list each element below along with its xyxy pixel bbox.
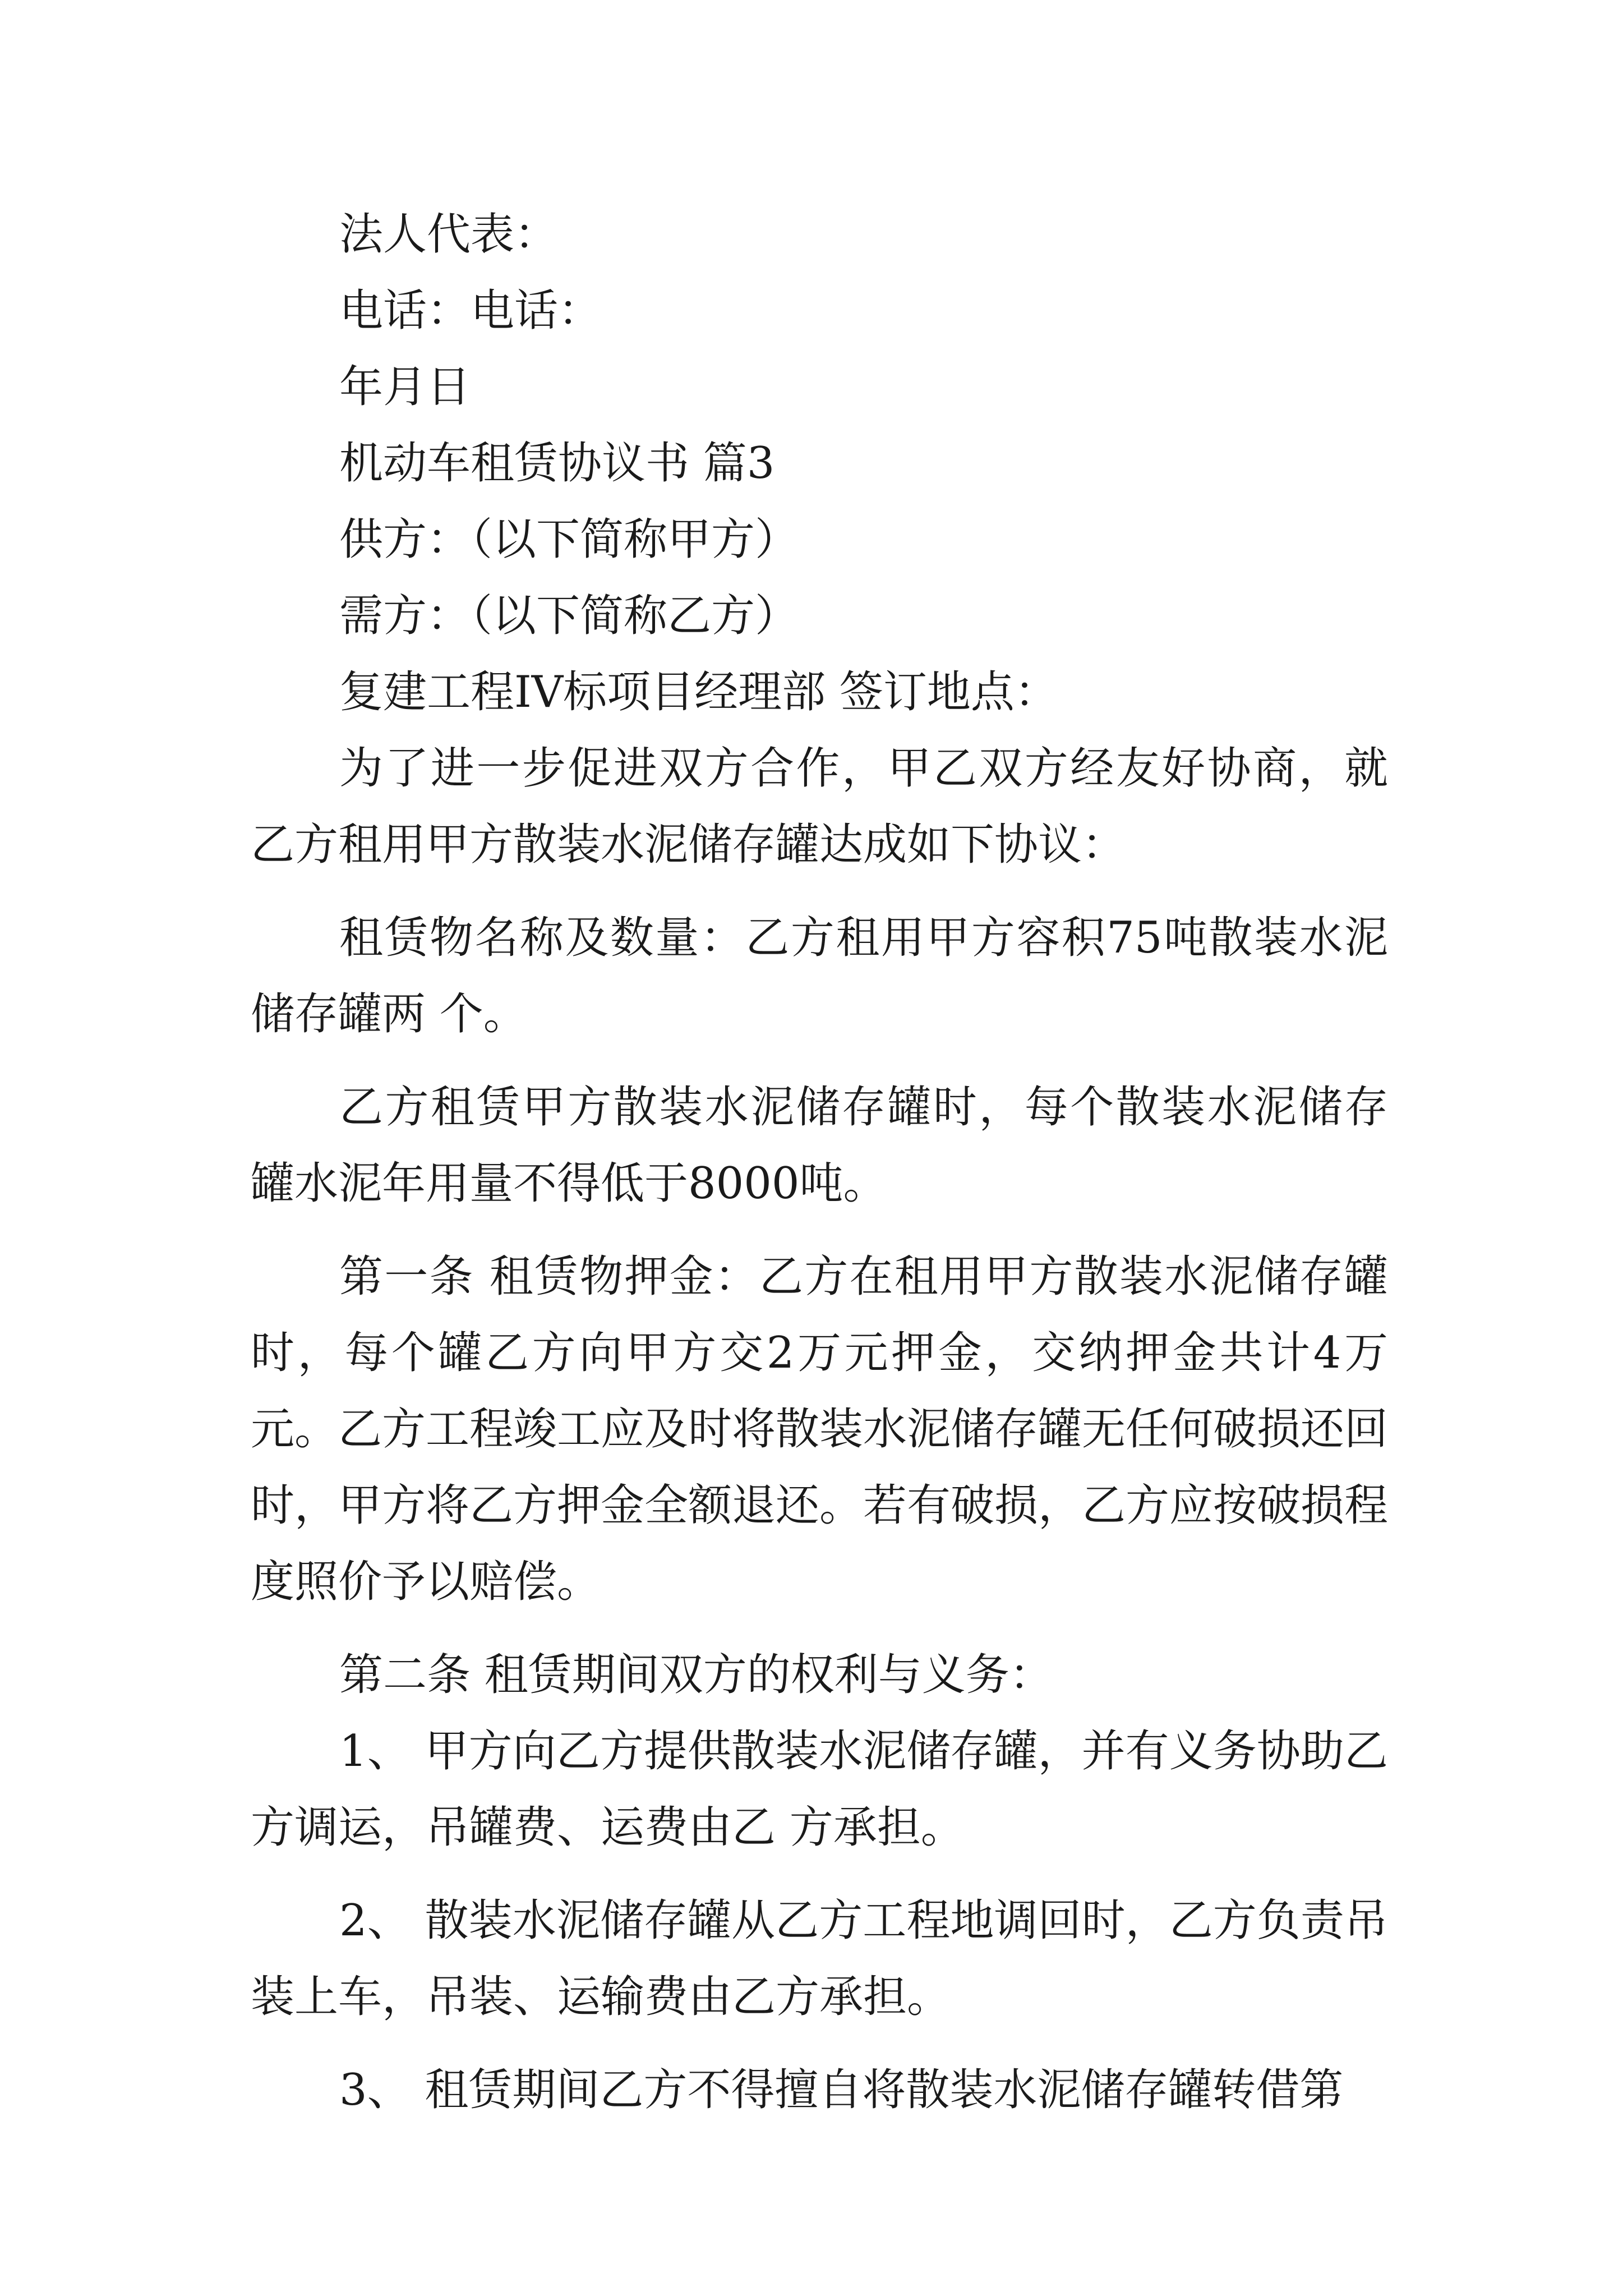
article-2-heading: 第二条 租赁期间双方的权利与义务： [339,1650,1053,1700]
signing-location-line: 复建工程IV标项目经理部 签订地点： [339,667,1058,717]
article-2-item-2: 2、 散装水泥储存罐从乙方工程地调回时，乙方负责吊装上车，吊装、运输费由乙方承担。 [251,1895,1388,2022]
lease-item-paragraph: 租赁物名称及数量：乙方租用甲方容积75吨散装水泥储存罐两 个。 [251,913,1388,1039]
phone-line: 电话：电话： [339,286,602,336]
supplier-line: 供方：（以下简称甲方） [339,514,799,565]
preamble-paragraph: 为了进一步促进双方合作，甲乙双方经友好协商，就乙方租用甲方散装水泥储存罐达成如下协议： [251,743,1388,870]
buyer-line: 需方：（以下简称乙方） [339,591,799,641]
article-2-item-3: 3、 租赁期间乙方不得擅自将散装水泥储存罐转借第 [339,2065,1344,2115]
usage-requirement-paragraph: 乙方租赁甲方散装水泥储存罐时，每个散装水泥储存罐水泥年用量不得低于8000吨。 [251,1082,1388,1209]
article-1-deposit-paragraph: 第一条 租赁物押金：乙方在租用甲方散装水泥储存罐时，每个罐乙方向甲方交2万元押金，交纳押金共计4万元。乙方工程竣工应及时将散装水泥储存罐无任何破损还回时，甲方将乙方押金全额退还。若有破损，乙方应按破损程度照价予以赔偿。 [251,1251,1389,1607]
legal-representative-line: 法人代表： [339,209,559,260]
section-title: 机动车租赁协议书 篇3 [339,438,775,489]
document-body [251,196,1388,2128]
article-2-item-1: 1、 甲方向乙方提供散装水泥储存罐，并有义务协助乙方调运，吊罐费、运费由乙 方承担。 [251,1726,1388,1853]
date-line: 年月日 [339,362,471,412]
